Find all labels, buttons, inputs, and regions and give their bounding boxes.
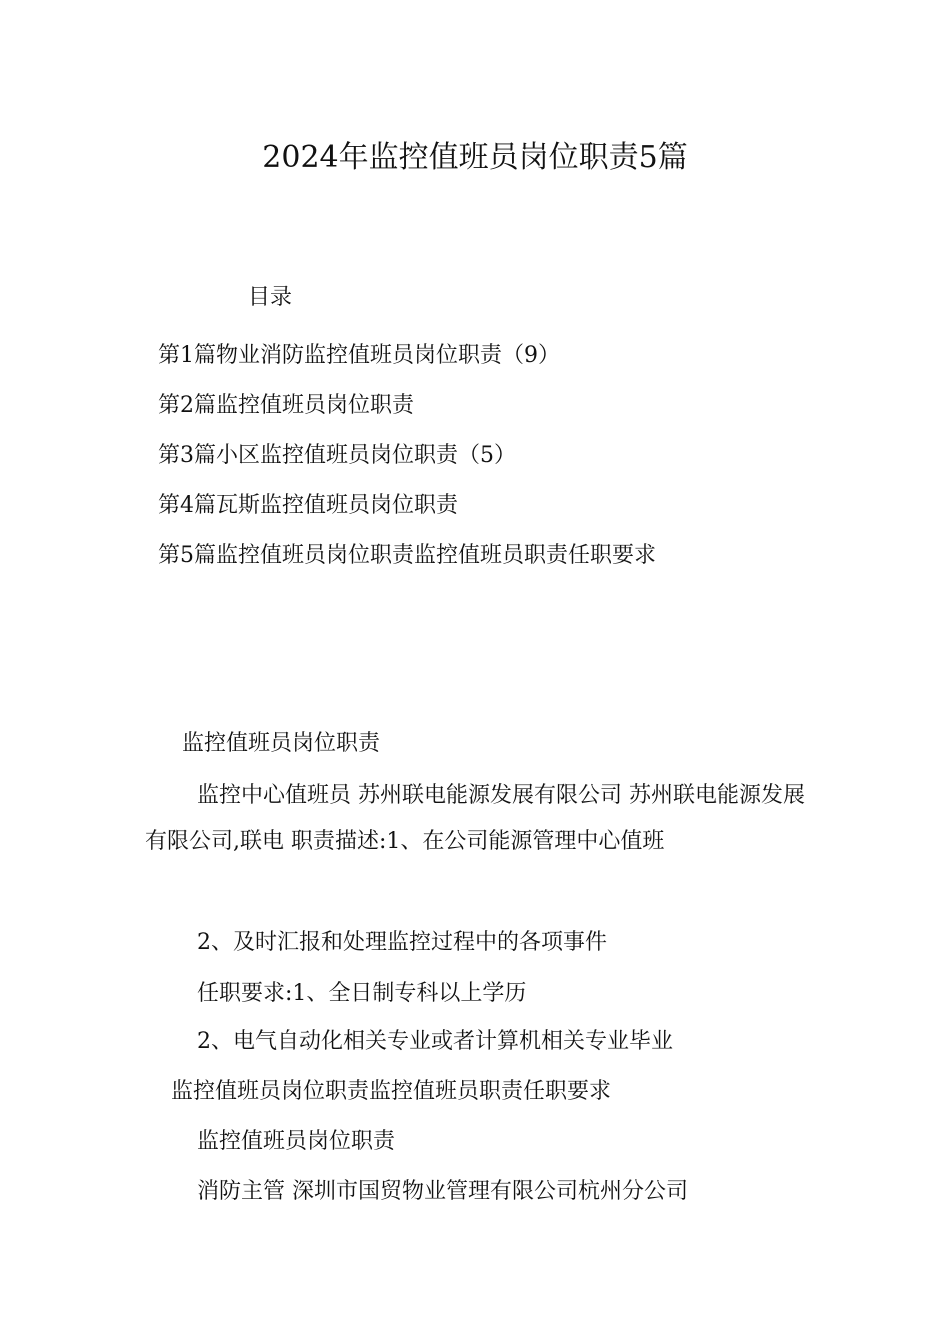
body-line: 监控值班员岗位职责 (197, 1129, 396, 1154)
body-paragraph: 监控中心值班员 苏州联电能源发展有限公司 苏州联电能源发展有限公司,联电 职责描述:1、在公司能源管理中心值班 (145, 783, 805, 854)
body-line: 任职要求:1、全日制专科以上学历 (197, 981, 527, 1006)
toc-item: 第3篇小区监控值班员岗位职责（5） (158, 443, 516, 468)
document-title: 2024年监控值班员岗位职责5篇 (262, 140, 688, 175)
body-line: 2、电气自动化相关专业或者计算机相关专业毕业 (197, 1029, 673, 1054)
body-line: 消防主管 深圳市国贸物业管理有限公司杭州分公司 (197, 1179, 688, 1204)
toc-item: 第1篇物业消防监控值班员岗位职责（9） (158, 343, 560, 368)
table-of-contents (158, 331, 656, 581)
section-heading: 监控值班员岗位职责 (182, 731, 381, 756)
body-line: 2、及时汇报和处理监控过程中的各项事件 (197, 930, 607, 955)
toc-item: 第2篇监控值班员岗位职责 (158, 393, 414, 418)
toc-item: 第5篇监控值班员岗位职责监控值班员职责任职要求 (158, 543, 656, 568)
body-line: 监控值班员岗位职责监控值班员职责任职要求 (171, 1079, 612, 1104)
toc-item: 第4篇瓦斯监控值班员岗位职责 (158, 493, 458, 518)
toc-heading: 目录 (248, 285, 293, 310)
